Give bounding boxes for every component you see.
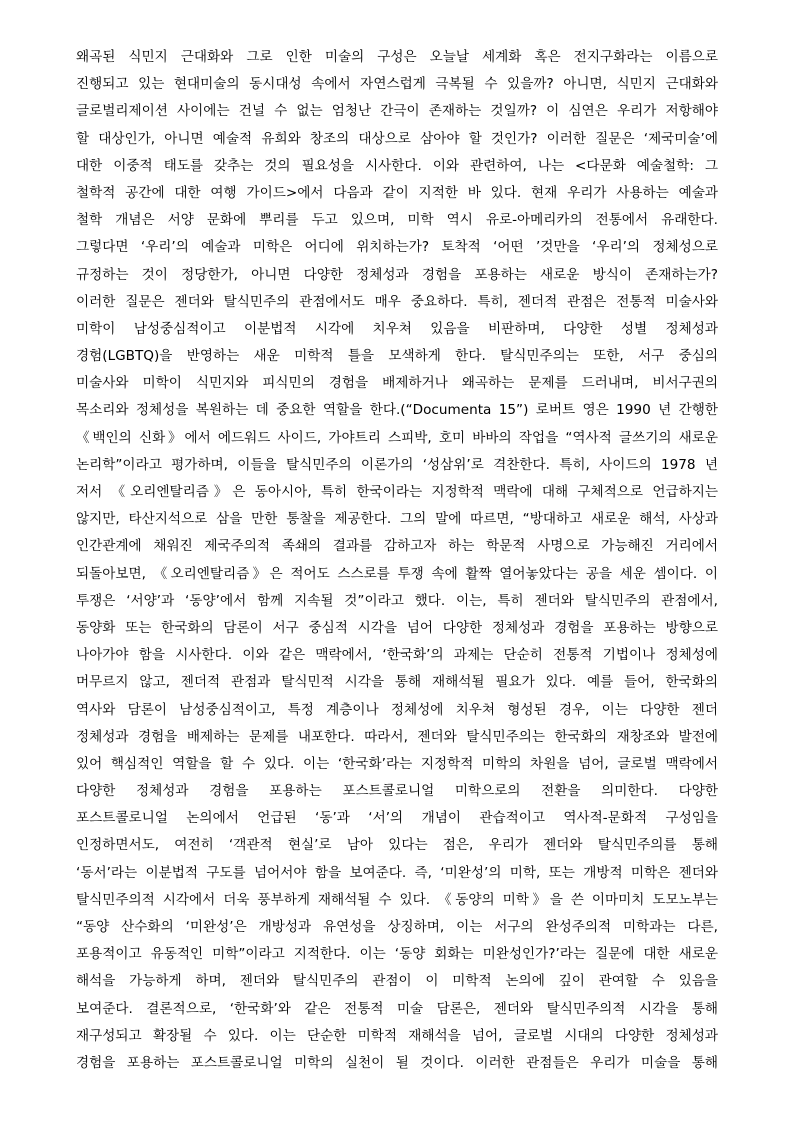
paragraph-line: 투쟁은 ‘서양’과 ‘동양’에서 함께 지속될 것”이라고 했다. 이는, 특히 젠더와 탈식민주의 관점에서, — [76, 592, 718, 609]
paragraph-line: 나아가야 함을 시사한다. 이와 같은 맥락에서, ‘한국화’의 과제는 단순히 전통적 기법이나 정체성에 — [76, 647, 718, 664]
paragraph-line: 철학적 공간에 대한 여행 가이드>에서 다음과 같이 지적한 바 있다. 현재 우리가 사용하는 예술과 — [76, 184, 718, 201]
paragraph-line: 되돌아보면, 《오리엔탈리즘》은 적어도 스스로를 투쟁 속에 활짝 열어놓았다는 공을 세운 셈이다. 이 — [76, 565, 718, 582]
paragraph-line: 목소리와 정체성을 복원하는 데 중요한 역할을 한다.(“Documenta 15”) 로버트 영은 1990 년 간행한 — [76, 402, 718, 419]
body-paragraph — [76, 44, 718, 1077]
paragraph-line: 대한 이중적 태도를 갖추는 것의 필요성을 시사한다. 이와 관련하여, 나는 <다문화 예술철학: 그 — [76, 157, 718, 174]
paragraph-line: 탈식민주의적 시각에서 더욱 풍부하게 재해석될 수 있다. 《동양의 미학》을 쓴 이마미치 도모노부는 — [76, 891, 718, 908]
paragraph-line: 있어 핵심적인 역할을 할 수 있다. 이는 ‘한국화’라는 지정학적 미학의 차원을 넘어, 글로벌 맥락에서 — [76, 755, 718, 772]
paragraph-line: “동양 산수화의 ‘미완성’은 개방성과 유연성을 상징하며, 이는 서구의 완성주의적 미학과는 다른, — [76, 919, 718, 935]
paragraph-line: 철학 개념은 서양 문화에 뿌리를 두고 있으며, 미학 역시 유로-아메리카의 전통에서 유래한다. — [76, 212, 718, 229]
paragraph-line: 경험(LGBTQ)을 반영하는 새운 미학적 틀을 모색하게 한다. 탈식민주의는 또한, 서구 중심의 — [76, 348, 718, 365]
paragraph-line: 동양화 또는 한국화의 담론이 서구 중심적 시각을 넘어 다양한 정체성과 경험을 포용하는 방향으로 — [76, 619, 718, 636]
paragraph-line: 저서 《오리엔탈리즘》은 동아시아, 특히 한국이라는 지정학적 맥락에 대해 구체적으로 언급하지는 — [76, 484, 718, 500]
paragraph-line: 포용적이고 유동적인 미학”이라고 지적한다. 이는 ‘동양 회화는 미완성인가?’라는 질문에 대한 새로운 — [76, 946, 718, 963]
paragraph-line: ‘동서’라는 이분법적 구도를 넘어서야 함을 보여준다. 즉, ‘미완성’의 미학, 또는 개방적 미학은 젠더와 — [76, 864, 718, 881]
paragraph-line: 규정하는 것이 정당한가, 아니면 다양한 정체성과 경험을 포용하는 새로운 방식이 존재하는가? — [76, 266, 718, 283]
paragraph-line: 인정하면서도, 여전히 ‘객관적 현실’로 남아 있다는 점은, 우리가 젠더와 탈식민주의를 통해 — [76, 837, 718, 854]
paragraph-line: 《백인의 신화》에서 에드워드 사이드, 가야트리 스피박, 호미 바바의 작업을 “역사적 글쓰기의 새로운 — [76, 429, 718, 446]
paragraph-line: 글로벌리제이션 사이에는 건널 수 없는 엄청난 간극이 존재하는 것일까? 이 심연은 우리가 저항해야 — [76, 103, 718, 120]
paragraph-line: 보여준다. 결론적으로, ‘한국화’와 같은 전통적 미술 담론은, 젠더와 탈식민주의적 시각을 통해 — [76, 1000, 718, 1017]
paragraph-line: 포스트콜로니얼 논의에서 언급된 ‘동’과 ‘서’의 개념이 관습적이고 역사적-문화적 구성임을 — [76, 810, 718, 827]
paragraph-line: 정체성과 경험을 배제하는 문제를 내포한다. 따라서, 젠더와 탈식민주의는 한국화의 재창조와 발전에 — [76, 728, 718, 745]
paragraph-line: 않지만, 타산지석으로 삼을 만한 통찰을 제공한다. 그의 말에 따르면, “방대하고 새로운 해석, 사상과 — [76, 511, 718, 528]
paragraph-line: 머무르지 않고, 젠더적 관점과 탈식민적 시각을 통해 재해석될 필요가 있다. 예를 들어, 한국화의 — [76, 674, 718, 691]
paragraph-line: 재구성되고 확장될 수 있다. 이는 단순한 미학적 재해석을 넘어, 글로벌 시대의 다양한 정체성과 — [76, 1027, 718, 1044]
paragraph-line: 인간관계에 채워진 제국주의적 족쇄의 결과를 감하고자 하는 학문적 사명으로 가능해진 거리에서 — [76, 538, 718, 555]
paragraph-line: 왜곡된 식민지 근대화와 그로 인한 미술의 구성은 오늘날 세계화 혹은 전지구화라는 이름으로 — [76, 49, 718, 65]
paragraph-line: 해석을 가능하게 하며, 젠더와 탈식민주의 관점이 이 미학적 논의에 깊이 관여할 수 있음을 — [76, 973, 718, 990]
paragraph-line: 미술사와 미학이 식민지와 피식민의 경험을 배제하거나 왜곡하는 문제를 드러내며, 비서구권의 — [76, 375, 718, 392]
paragraph-line: 논리학”이라고 평가하며, 이들을 탈식민주의 이론가의 ‘성삼위’로 격찬한다. 특히, 사이드의 1978 년 — [76, 456, 718, 473]
paragraph-line: 이러한 질문은 젠더와 탈식민주의 관점에서도 매우 중요하다. 특히, 젠더적 관점은 전통적 미술사와 — [76, 293, 718, 310]
paragraph-line: 할 대상인가, 아니면 예술적 유희와 창조의 대상으로 삼아야 할 것인가? 이러한 질문은 ‘제국미술’에 — [76, 130, 718, 147]
paragraph-line: 다양한 정체성과 경험을 포용하는 포스트콜로니얼 미학으로의 전환을 의미한다. 다양한 — [76, 783, 718, 800]
paragraph-line: 경험을 포용하는 포스트콜로니얼 미학의 실천이 될 것이다. 이러한 관점들은 우리가 미술을 통해 — [76, 1054, 718, 1071]
paragraph-line: 미학이 남성중심적이고 이분법적 시각에 치우쳐 있음을 비판하며, 다양한 성별 정체성과 — [76, 320, 718, 337]
paragraph-line: 진행되고 있는 현대미술의 동시대성 속에서 자연스럽게 극복될 수 있을까? 아니면, 식민지 근대화와 — [76, 76, 718, 93]
paragraph-line: 역사와 담론이 남성중심적이고, 특정 계층이나 정체성에 치우쳐 형성된 경우, 이는 다양한 젠더 — [76, 701, 718, 718]
paragraph-line: 그렇다면 ‘우리’의 예술과 미학은 어디에 위치하는가? 토착적 ‘어떤 ’것만을 ‘우리’의 정체성으로 — [76, 239, 718, 256]
